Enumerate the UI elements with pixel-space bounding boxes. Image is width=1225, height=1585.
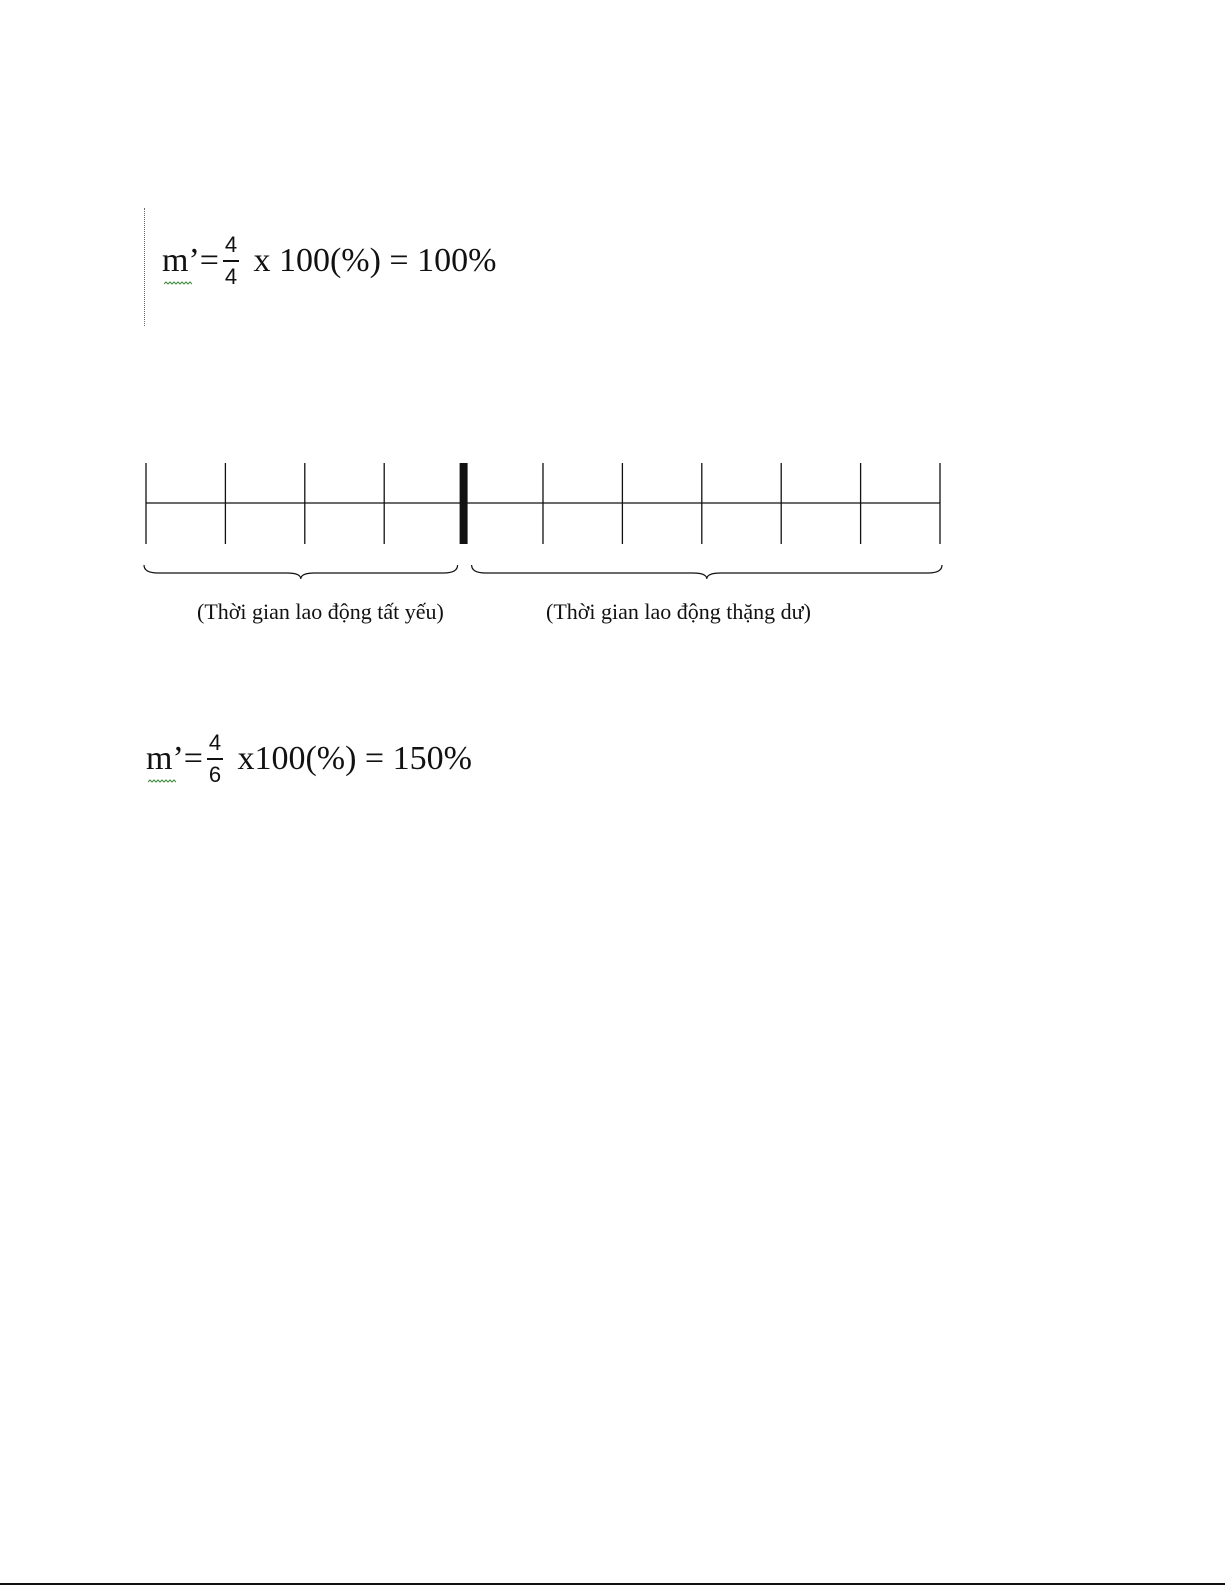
fraction-bar <box>223 260 239 262</box>
formula-equals: = <box>183 740 203 777</box>
fraction-bar <box>207 758 223 760</box>
formula-surplus-rate-2 <box>146 730 472 788</box>
fraction-denominator: 6 <box>208 762 222 787</box>
label-surplus-labor-time: (Thời gian lao động thặng dư) <box>546 599 811 624</box>
spellcheck-squiggle-icon <box>164 281 192 286</box>
working-day-timeline <box>136 455 956 580</box>
spellcheck-squiggle-icon <box>148 779 176 784</box>
label-necessary-labor-time: (Thời gian lao động tất yếu) <box>197 599 444 624</box>
formula-variable: m’ <box>146 742 184 776</box>
formula-equals: = <box>199 242 219 279</box>
text-cursor-line <box>144 208 145 326</box>
fraction-denominator: 4 <box>224 264 238 289</box>
brace-surplus-labor <box>472 565 942 579</box>
formula-fraction <box>223 232 239 290</box>
formula-expression: x 100(%) = 100% <box>244 242 497 279</box>
fraction-numerator: 4 <box>208 730 222 755</box>
formula-surplus-rate-1 <box>162 232 496 290</box>
formula-expression: x100(%) = 150% <box>228 740 472 777</box>
formula-variable: m’ <box>162 244 200 278</box>
fraction-numerator: 4 <box>224 232 238 257</box>
formula-fraction <box>207 730 223 788</box>
brace-necessary-labor <box>144 565 458 579</box>
